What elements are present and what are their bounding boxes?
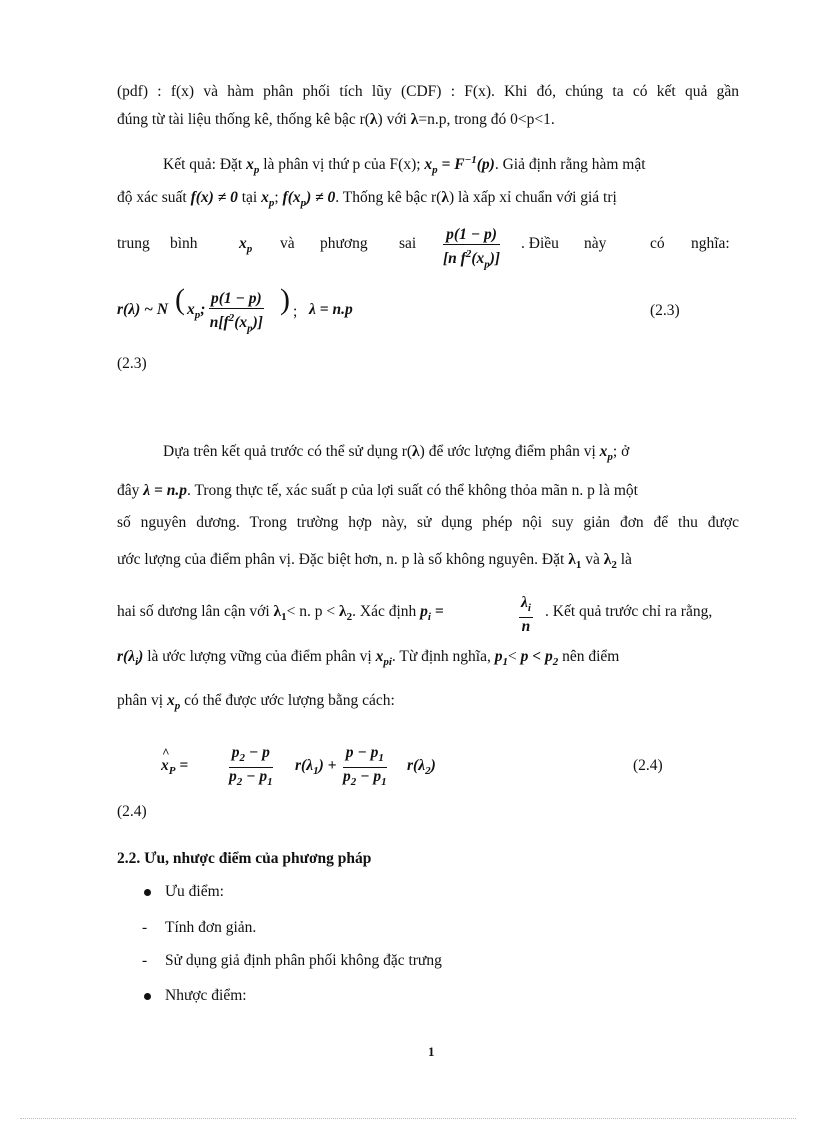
paragraph-line: số nguyên dương. Trong trường hợp này, sử dụng phép nội suy giản đơn để thu được	[117, 514, 739, 531]
paragraph-line: trung bình $x_p$ và phương sai $\frac{p(1 - p)}{[n f^2(x_p)]}$ . Điều này có nghĩa:	[117, 226, 739, 268]
equation-label: (2.4)	[117, 803, 147, 820]
paragraph-line: Dựa trên kết quả trước có thể sử dụng r(λ) để ước lượng điểm phân vị $x_p$; ở	[163, 443, 630, 464]
bullet-icon	[144, 993, 151, 1000]
bullet-icon	[144, 889, 151, 896]
page-number: 1	[428, 1044, 435, 1059]
equation-number: (2.3)	[650, 302, 680, 319]
list-item: Ưu điểm:	[165, 883, 224, 900]
paragraph-line: đúng từ tài liệu thống kê, thống kê bậc r(λ) với λ=n.p, trong đó 0<p<1.	[117, 111, 555, 128]
section-heading: 2.2. Ưu, nhược điểm của phương pháp	[117, 850, 372, 867]
paragraph-line: (pdf) : f(x) và hàm phân phối tích lũy (CDF) : F(x). Khi đó, chúng ta có kết quả gần	[117, 83, 739, 100]
equation-number: (2.4)	[633, 757, 663, 774]
equation-2-3: r(λ) ~ N ( $x_p$; $\frac{p(1 - p)}{n[f^2(x_p)]}$ ) ; λ = n.p	[117, 283, 353, 335]
list-item: Nhược điểm:	[165, 987, 247, 1004]
equation-2-4: x ^ $_P$ = $\frac{p_2 - p}{p_2 - p_1}$ $r(\lambda_1)$ + $\frac{p - p_1}{p_2 - p_1}$ $r(\lambda_2)$	[161, 744, 436, 789]
equation-label: (2.3)	[117, 355, 147, 372]
paragraph-line: độ xác suất f(x) ≠ 0 tại $x_p$; $f(x_p) \ne 0$. Thống kê bậc r(λ) là xấp xỉ chuẩn với giá trị	[117, 189, 617, 210]
paragraph-line: hai số dương lân cận với $\lambda_1< n$. $p < \lambda_2$. Xác định $p_i$ = $\frac{\lambda_i}{n}$ . Kết quả trước chỉ ra rằng,	[117, 594, 713, 636]
list-item: Sử dụng giả định phân phối không đặc trưng	[165, 952, 442, 969]
paragraph-line: ước lượng của điểm phân vị. Đặc biệt hơn, n. p là số không nguyên. Đặt $\lambda_1$ và $\lambda_2$ là	[117, 551, 632, 572]
paragraph-line: phân vị $x_p$ có thể được ước lượng bằng cách:	[117, 692, 395, 713]
paragraph-line: Kết quả: Đặt $x_p$ là phân vị thứ p của F(x); $x_p = F^{-1}(p)$. Giả định rằng hàm mật	[163, 154, 646, 177]
variance-fraction: $\frac{p(1 - p)}{[n f^2(x_p)]}$	[443, 226, 501, 271]
list-item: Tính đơn giản.	[165, 919, 257, 936]
paragraph-line: đây λ = n.p. Trong thực tế, xác suất p của lợi suất có thể không thỏa mãn n. p là một	[117, 482, 638, 499]
dash-icon: -	[142, 952, 148, 969]
paragraph-line: $r(\lambda_i)$ là ước lượng vững của điểm phân vị $x_{pi}$. Từ định nghĩa, $p_1< p < p_2$ nên điểm	[117, 648, 620, 669]
dash-icon: -	[142, 919, 148, 936]
footer-divider	[20, 1118, 796, 1119]
